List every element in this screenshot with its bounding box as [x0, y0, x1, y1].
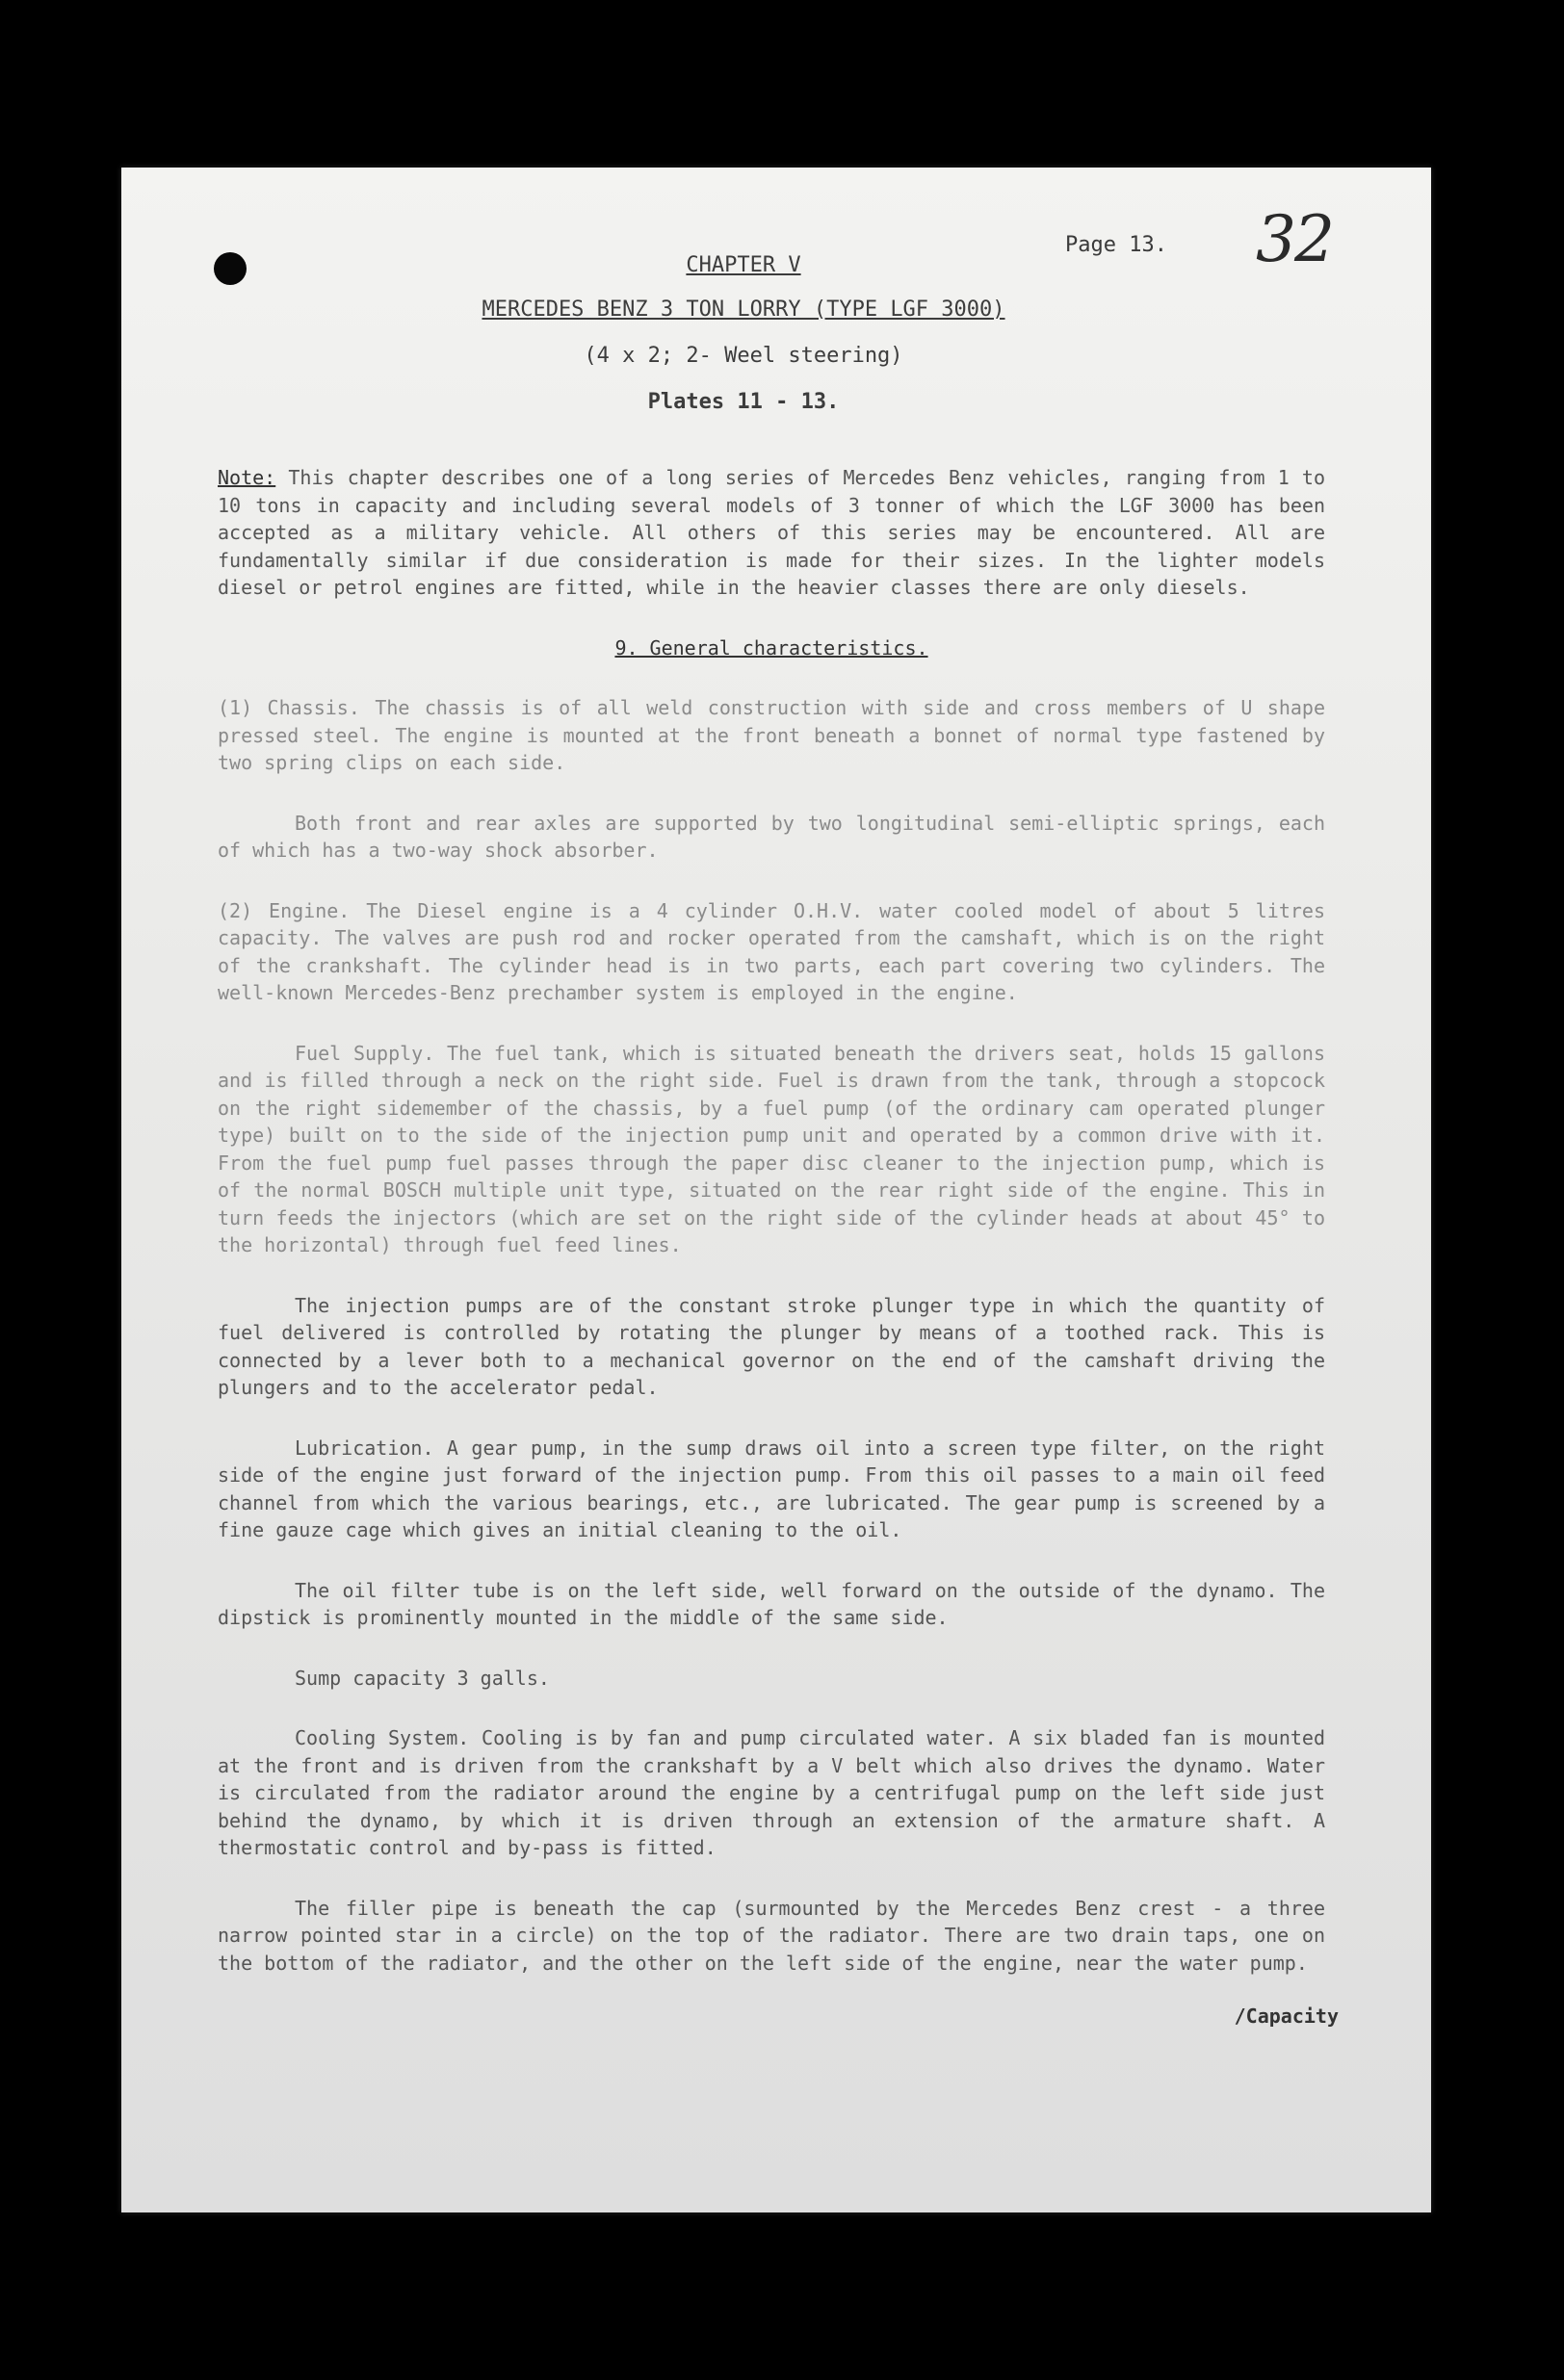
vehicle-title: MERCEDES BENZ 3 TON LORRY (TYPE LGF 3000)	[482, 298, 1005, 322]
paragraph-lubrication: Lubrication. A gear pump, in the sump draws oil into a screen type filter, on the right side of the engine just forward of the injection pump. From this oil passes to a main oil feed channel from which the various bearings, etc., are lubricated. The gear pump is screened by a fine gauze cage which gives an initial cleaning to the oil.	[218, 1436, 1325, 1541]
paragraph-filler: The filler pipe is beneath the cap (surmounted by the Mercedes Benz crest - a three narrow pointed star in a circle) on the top of the radiator. There are two drain taps, one on the bottom of the radiator, and the other on the left side of the engine, near the water pump.	[218, 1896, 1325, 1975]
document-body	[218, 464, 1325, 2009]
paragraph-chassis: (1) Chassis. The chassis is of all weld construction with side and cross members of U shape pressed steel. The engine is mounted at the front beneath a bonnet of normal type fastened by two spring clips on each side.	[218, 696, 1325, 774]
paragraph-injection: The injection pumps are of the constant stroke plunger type in which the quantity of fuel delivered is controlled by rotating the plunger by means of a toothed rack. This is connected by a lever both to a mechanical governor on the end of the camshaft driving the plungers and to the accelerator pedal.	[218, 1293, 1325, 1399]
note-paragraph	[218, 464, 1325, 602]
paragraph-oil-filter: The oil filter tube is on the left side, well forward on the outside of the dynamo. The dipstick is prominently mounted in the middle of the same side.	[218, 1578, 1325, 1629]
page-number: Page 13.	[1065, 233, 1167, 257]
chapter-title: CHAPTER V	[686, 253, 801, 277]
note-text: This chapter describes one of a long series of Mercedes Benz vehicles, ranging from 1 to 10 tons in capacity and including several models of 3 tonner of which the LGF 3000 has been accepted as a military vehicle. All others of this series may be encountered. All are fundamentally similar if due consideration is made for their sizes. In the lighter models diesel or petrol engines are fitted, while in the heavier classes there are only diesels.	[218, 466, 1325, 599]
section-heading: 9. General characteristics.	[614, 635, 928, 660]
handwritten-folio-number: 32	[1256, 202, 1333, 276]
vehicle-subtitle: (4 x 2; 2- Weel steering)	[584, 344, 903, 368]
paragraph-fuel-supply: Fuel Supply. The fuel tank, which is situated beneath the drivers seat, holds 15 gallons and is filled through a neck on the right side. Fuel is drawn from the tank, through a stopcock on the right sidemember of the chassis, by a fuel pump (of the ordinary cam operated plunger type) built on to the side of the injection pump unit and operated by a common drive with it. From the fuel pump fuel passes through the paper disc cleaner to the injection pump, which is of the normal BOSCH multiple unit type, situated on the rear right side of the engine. This in turn feeds the injectors (which are set on the right side of the cylinder heads at about 45° to the horizontal) through fuel feed lines.	[218, 1041, 1325, 1256]
paragraph-axles: Both front and rear axles are supported by two longitudinal semi-elliptic springs, each of which has a two-way shock absorber.	[218, 811, 1325, 862]
catchword: /Capacity	[1234, 2005, 1339, 2028]
note-label: Note:	[218, 466, 276, 489]
document-page	[121, 168, 1431, 2212]
plates-reference: Plates 11 - 13.	[647, 390, 840, 414]
paragraph-cooling: Cooling System. Cooling is by fan and pump circulated water. A six bladed fan is mounted at the front and is driven from the crankshaft by a V belt which also drives the dynamo. Water is circulated from the radiator around the engine by a centrifugal pump on the left side just behind the dynamo, by which it is driven through an extension of the armature shaft. A thermostatic control and by-pass is fitted.	[218, 1726, 1325, 1859]
paragraph-engine: (2) Engine. The Diesel engine is a 4 cylinder O.H.V. water cooled model of about 5 litres capacity. The valves are push rod and rocker operated from the camshaft, which is on the right of the crankshaft. The cylinder head is in two parts, each part covering two cylinders. The well-known Mercedes-Benz prechamber system is employed in the engine.	[218, 898, 1325, 1004]
paragraph-sump: Sump capacity 3 galls.	[295, 1666, 550, 1690]
document-header	[121, 252, 1431, 416]
